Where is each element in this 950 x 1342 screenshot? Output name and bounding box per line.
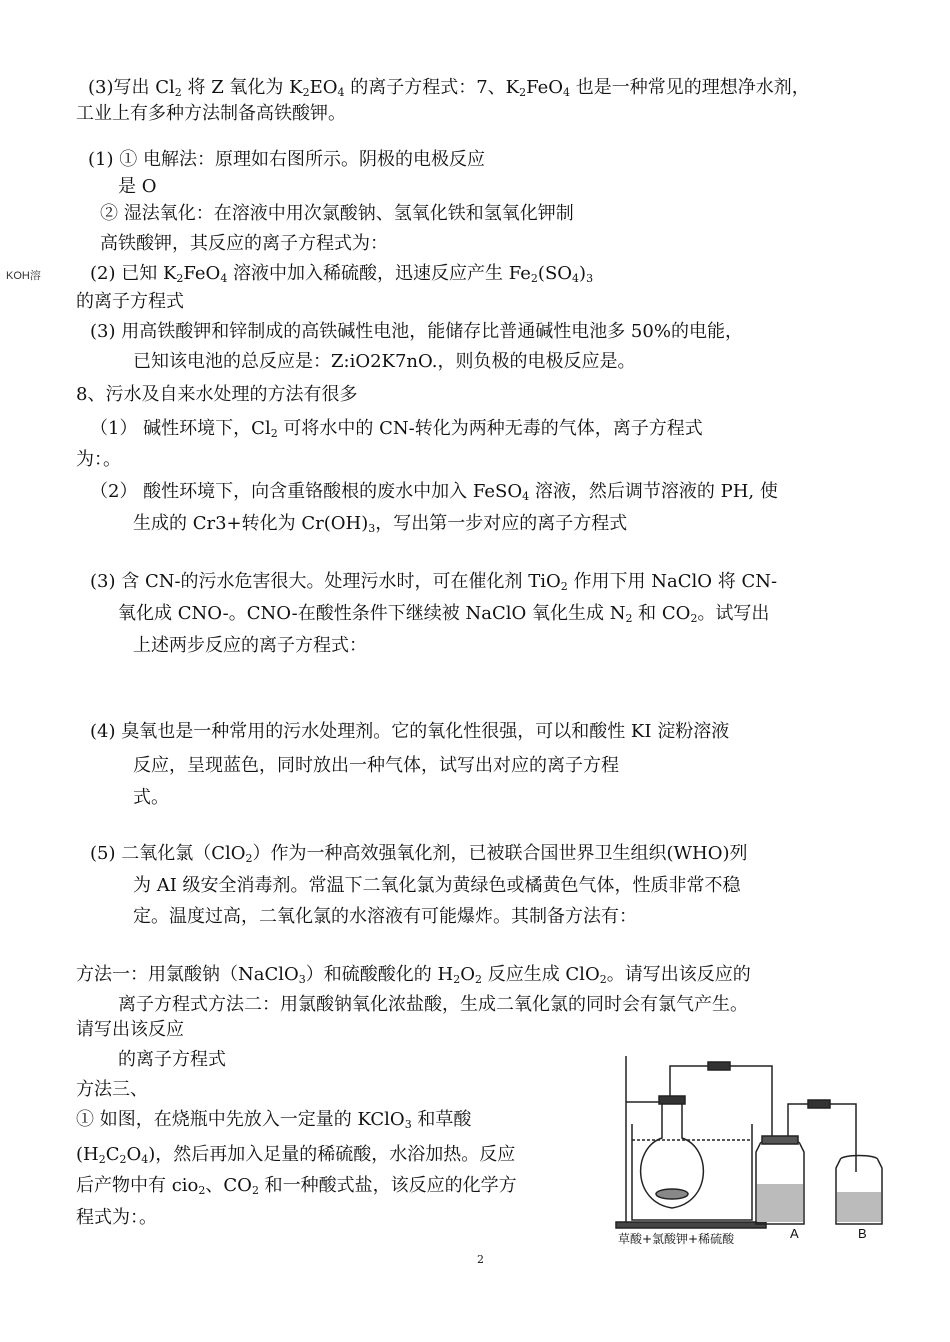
line-1: (3)写出 $Cl_2$ 将 Z 氧化为 $K_2EO_4$ 的离子方程式：7、$K_2FeO_4$ 也是一种常见的理想净水剂， (88, 77, 810, 99)
line-10: 已知该电池的总反应是：Z:iO2K7nO.，则负极的电极反应是。 (133, 351, 636, 372)
label-b: B (858, 1226, 867, 1241)
apparatus-figure (612, 1052, 912, 1248)
line-2: 工业上有多种方法制备高铁酸钾。 (76, 103, 346, 124)
line-25: 方法一：用氯酸钠（NaClO$_3$）和硫酸酸化的 $H_2O_2$ 反应生成 ClO$_2$。请写出该反应的 (76, 964, 751, 986)
label-a: A (790, 1226, 799, 1241)
line-9: (3) 用高铁酸钾和锌制成的高铁碱性电池，能储存比普通碱性电池多 50%的电能， (90, 321, 743, 342)
line-13: 为：。 (76, 449, 121, 470)
figure-caption: 草酸+氯酸钾+稀硫酸 (618, 1232, 735, 1246)
line-27: 请写出该反应 (76, 1019, 184, 1040)
line-8: 的离子方程式 (76, 291, 184, 312)
line-30: ① 如图，在烧瓶中先放入一定量的 KClO$_3$ 和草酸 (76, 1109, 472, 1131)
stopper (659, 1096, 685, 1104)
bottle-a-liquid (757, 1184, 803, 1222)
line-21: 式。 (133, 787, 169, 808)
line-23: 为 AI 级安全消毒剂。常温下二氧化氯为黄绿色或橘黄色气体，性质非常不稳 (133, 875, 741, 896)
water-bath-beaker (632, 1124, 752, 1220)
stand-base (616, 1222, 766, 1228)
bottle-a-cap (762, 1136, 798, 1144)
line-14: （2） 酸性环境下，向含重铬酸根的废水中加入 FeSO$_4$ 溶液，然后调节溶液的 PH, 使 (90, 481, 778, 503)
margin-koh-label: KOH溶 (6, 270, 41, 282)
tube-joint-1 (708, 1062, 730, 1070)
line-7: (2) 已知 $K_2FeO_4$ 溶液中加入稀硫酸，迅速反应产生 $Fe_2(SO_4)_3$ (90, 263, 594, 285)
page-number: 2 (477, 1253, 484, 1266)
line-32: 后产物中有 cio$_2$、$CO_2$ 和一种酸式盐，该反应的化学方 (76, 1175, 517, 1197)
tube-joint-2 (808, 1100, 830, 1108)
line-17: 氧化成 CNO-。CNO-在酸性条件下继续被 NaClO 氧化生成 $N_2$ 和 $CO_2$。试写出 (118, 603, 770, 625)
line-28: 的离子方程式 (118, 1049, 226, 1070)
line-24: 定。温度过高，二氧化氯的水溶液有可能爆炸。其制备方法有： (133, 906, 637, 927)
line-12: （1） 碱性环境下，$Cl_2$ 可将水中的 CN-转化为两种无毒的气体，离子方程式 (90, 418, 703, 440)
line-29: 方法三、 (76, 1079, 148, 1100)
line-33: 程式为：。 (76, 1207, 157, 1228)
flask-contents (656, 1189, 688, 1199)
line-15: 生成的 Cr3+转化为 $Cr(OH)_3$，写出第一步对应的离子方程式 (133, 513, 628, 535)
line-22: (5) 二氧化氯（ClO$_2$）作为一种高效强氧化剂，已被联合国世界卫生组织(WHO)列 (90, 843, 748, 865)
bottle-b-liquid (837, 1192, 881, 1222)
line-5: ② 湿法氧化：在溶液中用次氯酸钠、氢氧化铁和氢氧化钾制 (100, 203, 574, 224)
line-31: $(H_2C_2O_4)$，然后再加入足量的稀硫酸，水浴加热。反应 (76, 1144, 516, 1166)
line-19: (4) 臭氧也是一种常用的污水处理剂。它的氧化性很强，可以和酸性 KI 淀粉溶液 (90, 721, 730, 742)
line-20: 反应，呈现蓝色，同时放出一种气体，试写出对应的离子方程 (133, 755, 619, 776)
line-11: 8、污水及自来水处理的方法有很多 (76, 384, 358, 405)
line-18: 上述两步反应的离子方程式： (133, 635, 367, 656)
line-6: 高铁酸钾，其反应的离子方程式为： (100, 233, 388, 254)
line-16: (3) 含 CN-的污水危害很大。处理污水时，可在催化剂 TiO$_2$ 作用下用 NaClO 将 CN- (90, 571, 778, 593)
line-3: (1) ① 电解法：原理如右图所示。阴极的电极反应 (88, 149, 485, 170)
line-26: 离子方程式方法二：用氯酸钠氧化浓盐酸，生成二氧化氯的同时会有氯气产生。 (118, 994, 748, 1015)
line-4: 是 O (118, 176, 157, 197)
